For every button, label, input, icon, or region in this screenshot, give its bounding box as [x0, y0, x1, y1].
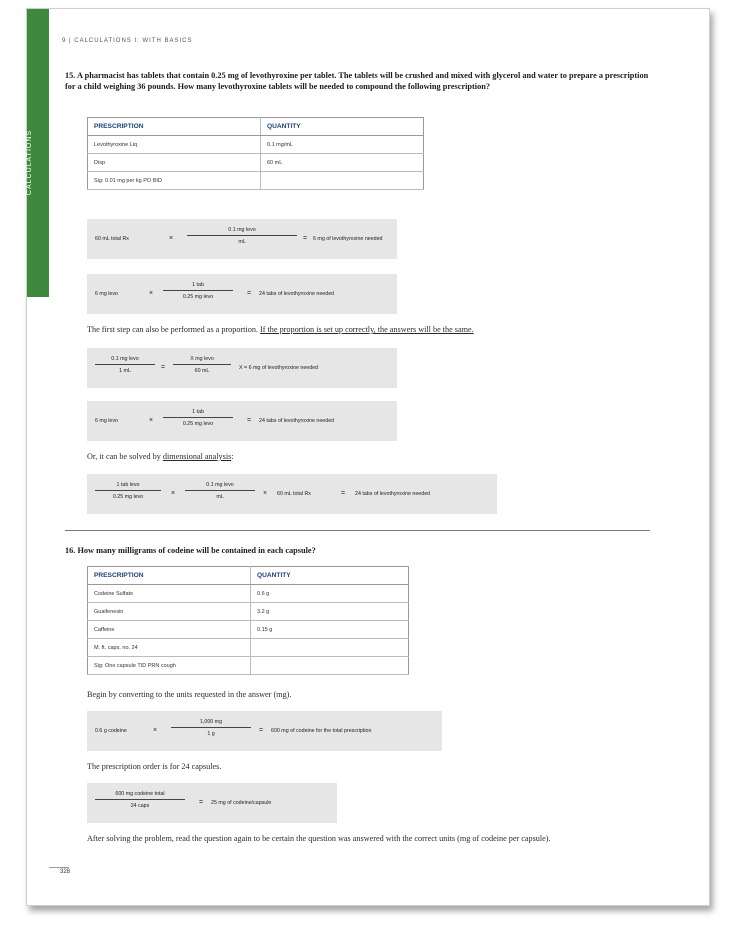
table-row	[88, 136, 424, 154]
table-row	[88, 621, 409, 639]
col-header-prescription: PRESCRIPTION	[88, 567, 251, 585]
table-cell: Sig: 0.01 mg per kg PO BID	[88, 172, 261, 190]
equals-sign: =	[247, 417, 252, 424]
calc-fraction	[163, 282, 233, 300]
multiply-sign: ×	[149, 417, 154, 424]
textbook-page	[26, 8, 710, 906]
calc-fraction	[95, 791, 185, 809]
calc-fraction	[95, 482, 161, 500]
table-cell: Disp	[88, 154, 261, 172]
underlined-text: dimensional analysis	[162, 452, 232, 461]
fraction-numerator: 600 mg codeine total	[95, 791, 185, 800]
page-number: 328	[60, 869, 71, 875]
prescription-table-16	[87, 566, 409, 675]
table-cell: Sig: One capsule TID PRN cough	[88, 657, 251, 675]
calc-fraction	[171, 719, 251, 737]
paragraph-convert: Begin by converting to the units requested in the answer (mg).	[87, 690, 292, 699]
calc-fraction	[95, 356, 155, 374]
calc-result: X = 6 mg of levothyroxine needed	[239, 365, 319, 371]
calc-result: 24 tabs of levothyroxine needed	[355, 491, 431, 497]
multiply-sign: ×	[153, 727, 158, 734]
calculation-box	[87, 274, 397, 314]
prescription-table-15	[87, 117, 424, 190]
col-header-quantity: QUANTITY	[261, 118, 424, 136]
table-cell: Codeine Sulfate	[88, 585, 251, 603]
table-row	[88, 154, 424, 172]
calc-result: 24 tabs of levothyroxine needed	[259, 418, 335, 424]
table-row	[88, 172, 424, 190]
calc-result: 600 mg of codeine for the total prescription	[271, 728, 372, 734]
col-header-prescription: PRESCRIPTION	[88, 118, 261, 136]
table-cell: 0.6 g	[251, 585, 409, 603]
page-number-rule	[49, 867, 69, 868]
table-cell: Guaifenesin	[88, 603, 251, 621]
calculation-box	[87, 474, 497, 514]
paragraph-text: The first step can also be performed as a proportion.	[87, 325, 261, 334]
calculation-box	[87, 401, 397, 441]
calc-lhs: 60 mL total Rx	[95, 236, 129, 242]
equals-sign: =	[247, 290, 252, 297]
calculation-box	[87, 711, 442, 751]
table-cell	[251, 639, 409, 657]
calc-result: 24 tabs of levothyroxine needed	[259, 291, 335, 297]
calc-term: 60 mL total Rx	[277, 491, 311, 497]
table-row	[88, 657, 409, 675]
calc-lhs: 6 mg levo	[95, 418, 118, 424]
fraction-numerator: 1 tab	[163, 282, 233, 291]
table-header-row	[88, 567, 409, 585]
calc-fraction	[185, 482, 255, 500]
fraction-denominator: 0.25 mg levo	[182, 294, 214, 300]
question-15: 15. A pharmacist has tablets that contain 0.25 mg of levothyroxine per tablet. The tablets will be crushed and mixed with glycerol and water to prepare a prescription for a child weighing 36 pounds. How many levothyroxine tablets will be needed to compound the following prescription?	[65, 71, 649, 91]
question-16: 16. How many milligrams of codeine will be contained in each capsule?	[65, 546, 316, 555]
multiply-sign: ×	[169, 235, 174, 242]
section-tab-label: CALCULATIONS	[26, 129, 34, 196]
fraction-numerator: 1 tab levo	[95, 482, 161, 491]
table-cell: 0.15 g	[251, 621, 409, 639]
fraction-numerator: 1 tab	[163, 409, 233, 418]
fraction-numerator: 0.1 mg levo	[187, 227, 297, 236]
table-header-row	[88, 118, 424, 136]
calc-fraction	[163, 409, 233, 427]
underlined-text: If the proportion is set up correctly, the answers will be the same.	[260, 325, 474, 334]
multiply-sign: ×	[171, 490, 176, 497]
table-cell: 3.2 g	[251, 603, 409, 621]
section-tab	[27, 9, 49, 297]
table-cell: Caffeine	[88, 621, 251, 639]
fraction-numerator: 0.1 mg levo	[185, 482, 255, 491]
col-header-quantity: QUANTITY	[251, 567, 409, 585]
fraction-denominator: 0.25 mg levo	[182, 421, 214, 427]
fraction-denominator: mL	[216, 494, 224, 500]
table-cell	[251, 657, 409, 675]
table-row	[88, 639, 409, 657]
equals-sign: =	[303, 235, 308, 242]
paragraph-proportion	[87, 324, 657, 335]
table-cell: Levothyroxine Liq	[88, 136, 261, 154]
calc-fraction	[173, 356, 231, 374]
calc-result: 25 mg of codeine/capsule	[211, 800, 272, 806]
calculation-box	[87, 219, 397, 259]
fraction-denominator: 24 caps	[130, 803, 150, 809]
fraction-numerator: X mg levo	[173, 356, 231, 365]
table-cell: 60 mL	[261, 154, 424, 172]
equals-sign: =	[259, 727, 264, 734]
calc-lhs: 6 mg levo	[95, 291, 118, 297]
paragraph-dimensional	[87, 451, 234, 462]
paragraph-capsules: The prescription order is for 24 capsules.	[87, 762, 222, 771]
fraction-denominator: mL	[238, 239, 246, 245]
running-header: 9 | CALCULATIONS I: WITH BASICS	[62, 38, 193, 44]
equals-sign: =	[161, 364, 166, 371]
calculation-box	[87, 783, 337, 823]
table-cell: M. ft. caps. no. 24	[88, 639, 251, 657]
paragraph-text: Or, it can be solved by	[87, 452, 163, 461]
equals-sign: =	[199, 799, 204, 806]
fraction-denominator: 1 g	[207, 731, 215, 737]
fraction-numerator: 1,000 mg	[171, 719, 251, 728]
fraction-denominator: 60 mL	[194, 368, 210, 374]
multiply-sign: ×	[263, 490, 268, 497]
section-divider	[65, 530, 650, 531]
calc-lhs: 0.6 g codeine	[95, 728, 127, 734]
equals-sign: =	[341, 490, 346, 497]
calc-result: 6 mg of levothyroxine needed	[313, 236, 383, 242]
fraction-denominator: 1 mL	[119, 368, 131, 374]
table-cell: 0.1 mg/mL	[261, 136, 424, 154]
fraction-denominator: 0.25 mg levo	[112, 494, 144, 500]
fraction-numerator: 0.1 mg levo	[95, 356, 155, 365]
calculation-box	[87, 348, 397, 388]
paragraph-conclusion: After solving the problem, read the question again to be certain the question was answered with the correct units (mg of codeine per capsule).	[87, 834, 551, 843]
table-cell	[261, 172, 424, 190]
table-row	[88, 585, 409, 603]
paragraph-text: :	[231, 452, 234, 461]
multiply-sign: ×	[149, 290, 154, 297]
table-row	[88, 603, 409, 621]
calc-fraction	[187, 227, 297, 245]
